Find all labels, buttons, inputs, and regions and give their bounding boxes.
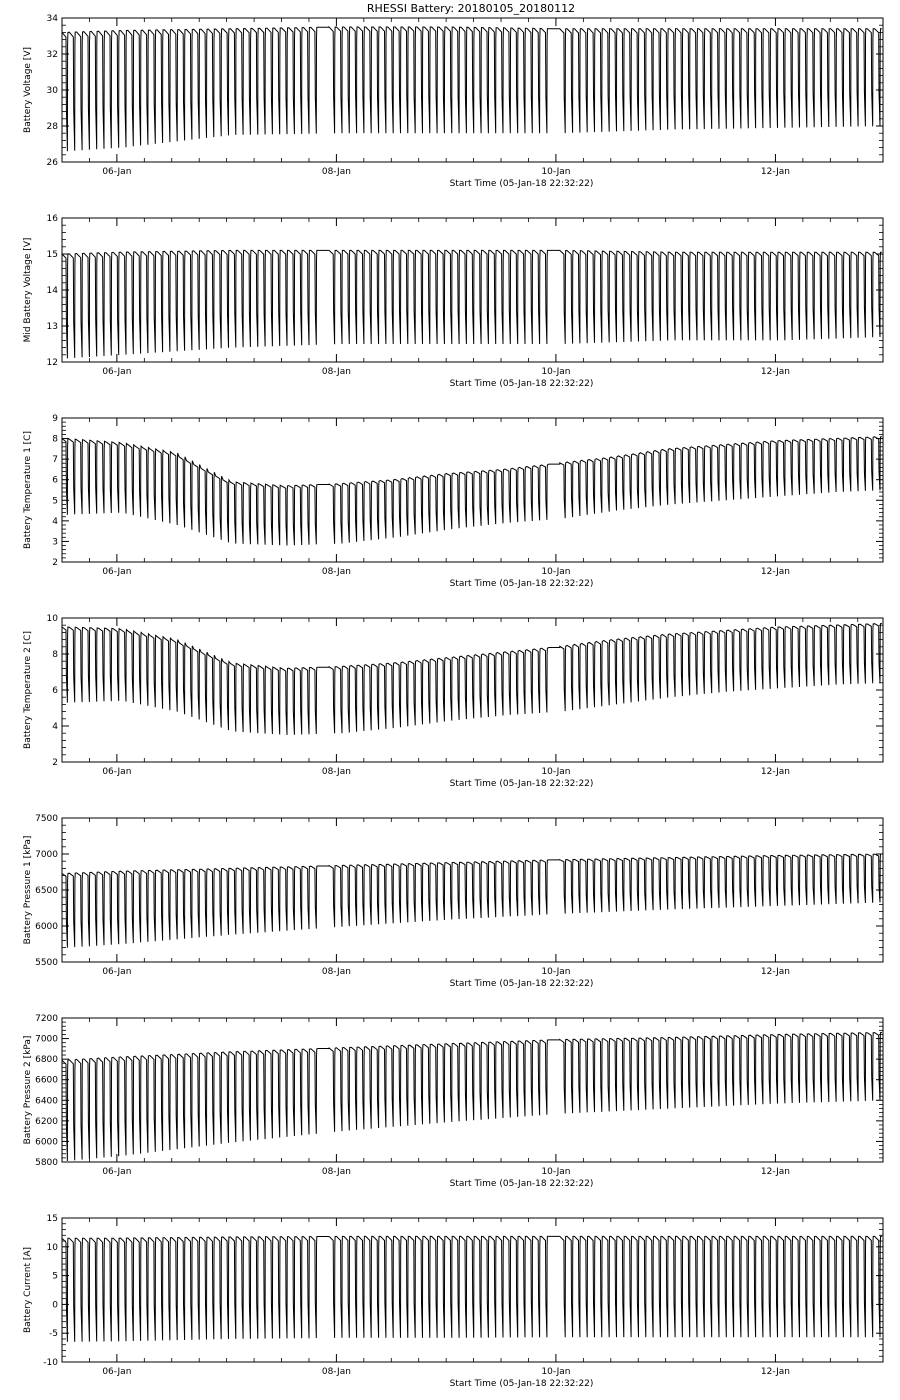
y-tick-label: 5800 bbox=[35, 1158, 58, 1168]
y-tick-label: 0 bbox=[52, 1300, 58, 1311]
x-tick-label: 10-Jan bbox=[541, 567, 571, 577]
x-tick-label: 12-Jan bbox=[760, 1167, 790, 1177]
chart-panel-6 bbox=[23, 1014, 883, 1189]
x-tick-label: 10-Jan bbox=[541, 1167, 571, 1177]
y-axis-label: Battery Temperature 2 [C] bbox=[23, 631, 33, 749]
series-line-1 bbox=[62, 1032, 882, 1161]
y-tick-label: 4 bbox=[52, 516, 58, 527]
y-axis-label: Battery Pressure 1 [kPa] bbox=[23, 835, 33, 945]
chart-panel-7 bbox=[23, 1214, 883, 1389]
y-tick-label: 15 bbox=[46, 250, 58, 260]
y-tick-label: 2 bbox=[52, 758, 58, 768]
y-tick-label: 30 bbox=[46, 86, 58, 96]
y-tick-label: 34 bbox=[46, 14, 58, 24]
chart-panel-4 bbox=[23, 614, 883, 789]
y-tick-label: 8 bbox=[52, 650, 58, 660]
y-tick-label: 3 bbox=[52, 537, 58, 548]
x-tick-label: 10-Jan bbox=[541, 1367, 571, 1377]
y-tick-label: 7 bbox=[52, 455, 58, 466]
y-tick-label: 4 bbox=[52, 722, 58, 732]
x-axis-label: Start Time (05-Jan-18 22:32:22) bbox=[449, 779, 594, 789]
x-tick-label: 06-Jan bbox=[102, 167, 132, 177]
y-tick-label: 6 bbox=[52, 686, 58, 696]
y-tick-label: 7000 bbox=[35, 850, 58, 860]
x-axis-label: Start Time (05-Jan-18 22:32:22) bbox=[449, 379, 594, 389]
y-tick-label: 6 bbox=[52, 475, 58, 486]
y-tick-label: 6000 bbox=[35, 922, 58, 932]
y-axis-label: Battery Pressure 2 [kPa] bbox=[23, 1035, 33, 1145]
x-tick-label: 10-Jan bbox=[541, 767, 571, 777]
y-tick-label: 28 bbox=[46, 122, 58, 132]
chart-panel-3 bbox=[23, 414, 883, 589]
x-tick-label: 08-Jan bbox=[321, 367, 351, 377]
x-tick-label: 12-Jan bbox=[760, 1367, 790, 1377]
y-tick-label: 5500 bbox=[35, 958, 58, 968]
x-tick-label: 12-Jan bbox=[760, 567, 790, 577]
series-line-1 bbox=[62, 1236, 882, 1341]
x-axis-label: Start Time (05-Jan-18 22:32:22) bbox=[449, 579, 594, 589]
y-tick-label: 7000 bbox=[35, 1034, 58, 1045]
y-tick-label: 2 bbox=[52, 558, 58, 568]
chart-panel-5 bbox=[23, 814, 883, 989]
y-tick-label: 9 bbox=[52, 414, 58, 424]
x-tick-label: 06-Jan bbox=[102, 967, 132, 977]
x-tick-label: 10-Jan bbox=[541, 967, 571, 977]
y-tick-label: 7500 bbox=[35, 814, 58, 824]
x-tick-label: 06-Jan bbox=[102, 767, 132, 777]
x-axis-label: Start Time (05-Jan-18 22:32:22) bbox=[449, 979, 594, 989]
y-tick-label: 5 bbox=[52, 496, 58, 507]
y-tick-label: 6500 bbox=[35, 886, 58, 896]
x-axis-label: Start Time (05-Jan-18 22:32:22) bbox=[449, 1179, 594, 1189]
y-tick-label: -5 bbox=[49, 1329, 58, 1340]
x-tick-label: 06-Jan bbox=[102, 567, 132, 577]
y-tick-label: 15 bbox=[46, 1214, 58, 1224]
series-line-1 bbox=[62, 27, 882, 151]
y-tick-label: 12 bbox=[46, 358, 58, 368]
series-line-1 bbox=[62, 623, 882, 735]
y-tick-label: 10 bbox=[46, 614, 58, 624]
y-tick-label: 13 bbox=[46, 322, 58, 332]
x-tick-label: 06-Jan bbox=[102, 367, 132, 377]
x-tick-label: 06-Jan bbox=[102, 1367, 132, 1377]
y-axis-label: Battery Current [A] bbox=[23, 1246, 33, 1334]
x-tick-label: 08-Jan bbox=[321, 167, 351, 177]
x-tick-label: 08-Jan bbox=[321, 1167, 351, 1177]
x-tick-label: 12-Jan bbox=[760, 167, 790, 177]
x-tick-label: 08-Jan bbox=[321, 567, 351, 577]
x-tick-label: 10-Jan bbox=[541, 167, 571, 177]
y-tick-label: 10 bbox=[46, 1242, 58, 1253]
y-tick-label: 6200 bbox=[35, 1116, 58, 1127]
x-tick-label: 06-Jan bbox=[102, 1167, 132, 1177]
y-axis-label: Battery Temperature 1 [C] bbox=[23, 431, 33, 549]
chart-panel-2 bbox=[23, 214, 883, 389]
y-axis-label: Battery Voltage [V] bbox=[23, 47, 33, 133]
y-tick-label: 6800 bbox=[35, 1055, 58, 1066]
chart-panel-1 bbox=[23, 14, 883, 189]
x-axis-label: Start Time (05-Jan-18 22:32:22) bbox=[449, 1379, 594, 1389]
x-tick-label: 10-Jan bbox=[541, 367, 571, 377]
y-axis-label: Mid Battery Voltage [V] bbox=[23, 237, 33, 343]
series-line-1 bbox=[62, 250, 882, 358]
x-tick-label: 08-Jan bbox=[321, 767, 351, 777]
y-tick-label: 8 bbox=[52, 434, 58, 445]
y-tick-label: 6600 bbox=[35, 1075, 58, 1086]
x-tick-label: 12-Jan bbox=[760, 367, 790, 377]
y-tick-label: 26 bbox=[46, 158, 58, 168]
series-line-1 bbox=[62, 437, 882, 546]
x-tick-label: 12-Jan bbox=[760, 967, 790, 977]
y-tick-label: 32 bbox=[46, 50, 58, 60]
y-tick-label: 6400 bbox=[35, 1096, 58, 1107]
x-tick-label: 08-Jan bbox=[321, 967, 351, 977]
y-tick-label: -10 bbox=[43, 1358, 58, 1368]
y-tick-label: 5 bbox=[52, 1271, 58, 1282]
figure-title: RHESSI Battery: 20180105_20180112 bbox=[366, 2, 576, 15]
y-tick-label: 6000 bbox=[35, 1137, 58, 1148]
y-tick-label: 7200 bbox=[35, 1014, 58, 1024]
y-tick-label: 14 bbox=[46, 286, 58, 296]
series-line-1 bbox=[62, 854, 882, 948]
y-tick-label: 16 bbox=[46, 214, 58, 224]
x-axis-label: Start Time (05-Jan-18 22:32:22) bbox=[449, 179, 594, 189]
x-tick-label: 08-Jan bbox=[321, 1367, 351, 1377]
x-tick-label: 12-Jan bbox=[760, 767, 790, 777]
